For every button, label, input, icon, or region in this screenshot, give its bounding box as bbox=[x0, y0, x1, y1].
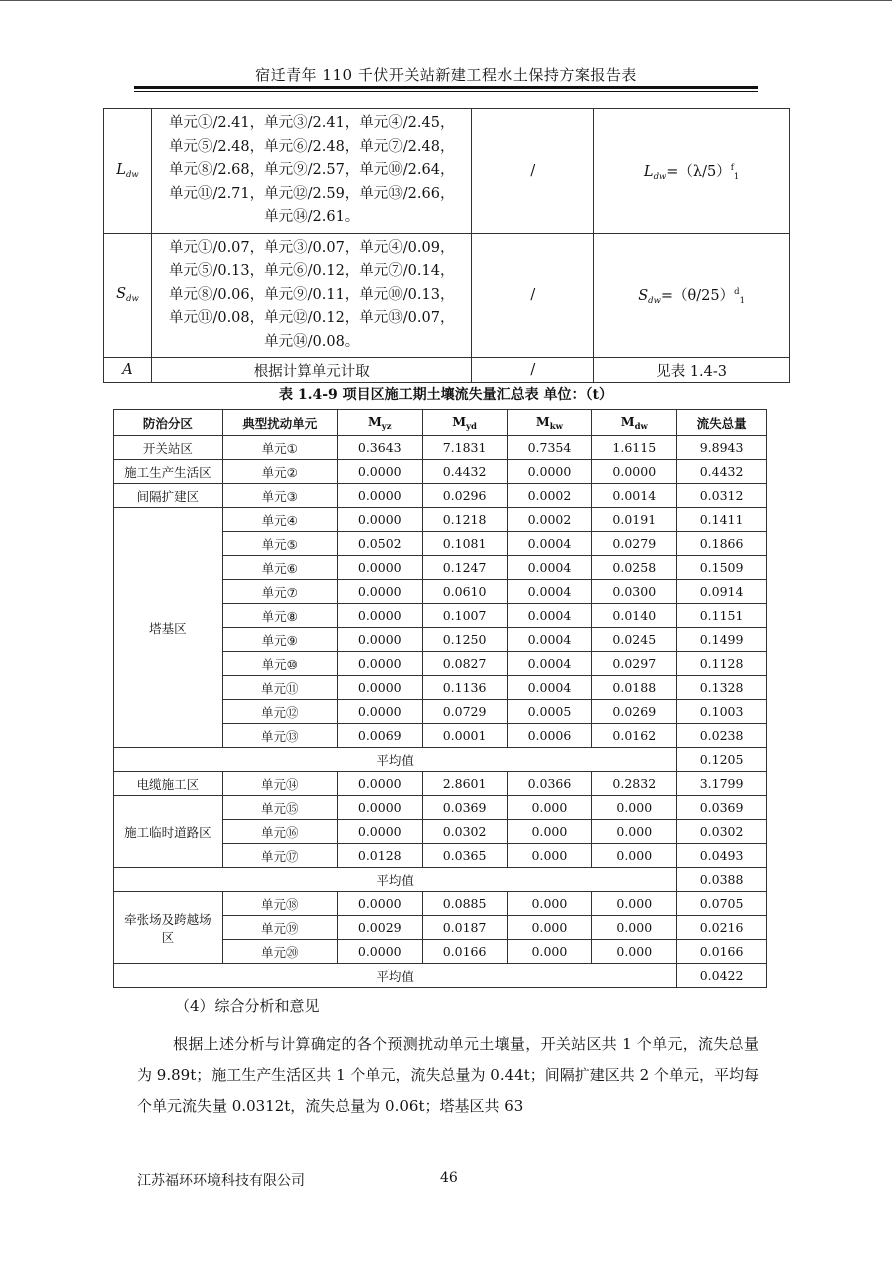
value-cell: 2.8601 bbox=[422, 772, 507, 796]
average-value: 0.0422 bbox=[677, 964, 767, 988]
value-cell: 0.0000 bbox=[337, 772, 422, 796]
table-row bbox=[114, 772, 767, 796]
value-cell: 0.3643 bbox=[337, 436, 422, 460]
param-symbol-sdw: $S_{dw}$ bbox=[104, 233, 152, 358]
value-cell: 0.000 bbox=[592, 820, 677, 844]
total-cell: 0.0705 bbox=[677, 892, 767, 916]
value-cell: 0.0002 bbox=[507, 508, 592, 532]
value-cell: 0.000 bbox=[592, 844, 677, 868]
value-cell: 0.0366 bbox=[507, 772, 592, 796]
total-cell: 0.0238 bbox=[677, 724, 767, 748]
param-row-a bbox=[104, 358, 790, 383]
total-cell: 0.1328 bbox=[677, 676, 767, 700]
value-cell: 0.000 bbox=[507, 916, 592, 940]
value-cell: 0.1247 bbox=[422, 556, 507, 580]
total-cell: 0.0216 bbox=[677, 916, 767, 940]
value-cell: 0.0000 bbox=[337, 484, 422, 508]
page-number: 46 bbox=[440, 1170, 458, 1186]
total-cell: 0.0302 bbox=[677, 820, 767, 844]
total-cell: 0.0369 bbox=[677, 796, 767, 820]
value-cell: 0.0269 bbox=[592, 700, 677, 724]
unit-cell: 单元⑮ bbox=[222, 796, 337, 820]
value-cell: 0.0166 bbox=[422, 940, 507, 964]
table-row bbox=[114, 460, 767, 484]
value-cell: 0.0000 bbox=[337, 796, 422, 820]
value-cell: 0.0300 bbox=[592, 580, 677, 604]
value-cell: 0.0004 bbox=[507, 580, 592, 604]
parameter-table bbox=[103, 108, 790, 383]
summary-body bbox=[114, 436, 767, 988]
value-cell: 0.1007 bbox=[422, 604, 507, 628]
total-cell: 3.1799 bbox=[677, 772, 767, 796]
header-mkw: $M_{kw}$ bbox=[507, 410, 592, 436]
unit-cell: 单元⑤ bbox=[222, 532, 337, 556]
page-top-border bbox=[0, 0, 892, 1]
average-row bbox=[114, 748, 767, 772]
param-mid-ldw: / bbox=[472, 109, 594, 234]
soil-loss-summary-table bbox=[113, 409, 767, 988]
table-row bbox=[114, 892, 767, 916]
value-cell: 7.1831 bbox=[422, 436, 507, 460]
total-cell: 0.0166 bbox=[677, 940, 767, 964]
unit-cell: 单元⑰ bbox=[222, 844, 337, 868]
header-myz: $M_{yz}$ bbox=[337, 410, 422, 436]
param-formula-sdw: $S_{dw}=(\theta/25)^d_1$ bbox=[594, 233, 790, 358]
unit-cell: 单元④ bbox=[222, 508, 337, 532]
page-header-title: 宿迁青年 110 千伏开关站新建工程水土保持方案报告表 bbox=[255, 66, 637, 84]
unit-cell: 单元⑫ bbox=[222, 700, 337, 724]
total-cell: 0.1003 bbox=[677, 700, 767, 724]
value-cell: 0.1081 bbox=[422, 532, 507, 556]
param-values-a: 根据计算单元计取 bbox=[151, 358, 472, 383]
param-mid-a: / bbox=[472, 358, 594, 383]
zone-cell: 施工生产生活区 bbox=[114, 460, 223, 484]
value-cell: 0.0002 bbox=[507, 484, 592, 508]
value-cell: 0.0245 bbox=[592, 628, 677, 652]
average-label: 平均值 bbox=[114, 964, 677, 988]
value-cell: 0.2832 bbox=[592, 772, 677, 796]
unit-cell: 单元⑨ bbox=[222, 628, 337, 652]
value-cell: 0.4432 bbox=[422, 460, 507, 484]
average-row bbox=[114, 868, 767, 892]
header-mdw: $M_{dw}$ bbox=[592, 410, 677, 436]
param-values-sdw: 单元①/0.07，单元③/0.07，单元④/0.09， 单元⑤/0.13，单元⑥/0.12，单元⑦/0.14， 单元⑧/0.06，单元⑨/0.11，单元⑩/0.13， 单元⑪/0.08，单元⑫/0.12，单元⑬/0.07， 单元⑭/0.08。 bbox=[151, 233, 472, 358]
header-unit: 典型扰动单元 bbox=[222, 410, 337, 436]
header-myd: $M_{yd}$ bbox=[422, 410, 507, 436]
value-cell: 0.0296 bbox=[422, 484, 507, 508]
average-value: 0.0388 bbox=[677, 868, 767, 892]
value-cell: 0.0000 bbox=[337, 820, 422, 844]
total-cell: 0.1128 bbox=[677, 652, 767, 676]
value-cell: 0.0000 bbox=[337, 628, 422, 652]
value-cell: 0.0188 bbox=[592, 676, 677, 700]
value-cell: 0.000 bbox=[507, 940, 592, 964]
value-cell: 0.7354 bbox=[507, 436, 592, 460]
total-cell: 9.8943 bbox=[677, 436, 767, 460]
param-symbol-a: A bbox=[104, 358, 152, 383]
unit-cell: 单元⑦ bbox=[222, 580, 337, 604]
unit-cell: 单元⑲ bbox=[222, 916, 337, 940]
param-symbol-ldw: $L_{dw}$ bbox=[104, 109, 152, 234]
value-cell: 0.0827 bbox=[422, 652, 507, 676]
value-cell: 0.0885 bbox=[422, 892, 507, 916]
value-cell: 0.0162 bbox=[592, 724, 677, 748]
value-cell: 0.0004 bbox=[507, 532, 592, 556]
average-row bbox=[114, 964, 767, 988]
value-cell: 0.0000 bbox=[337, 676, 422, 700]
value-cell: 0.0369 bbox=[422, 796, 507, 820]
value-cell: 0.0001 bbox=[422, 724, 507, 748]
value-cell: 0.0729 bbox=[422, 700, 507, 724]
footer-company: 江苏福环环境科技有限公司 bbox=[137, 1173, 305, 1189]
unit-cell: 单元① bbox=[222, 436, 337, 460]
unit-cell: 单元⑩ bbox=[222, 652, 337, 676]
zone-cell: 电缆施工区 bbox=[114, 772, 223, 796]
total-cell: 0.1866 bbox=[677, 532, 767, 556]
total-cell: 0.1151 bbox=[677, 604, 767, 628]
summary-header-row bbox=[114, 410, 767, 436]
value-cell: 0.0365 bbox=[422, 844, 507, 868]
unit-cell: 单元③ bbox=[222, 484, 337, 508]
table-caption: 表 1.4-9 项目区施工期土壤流失量汇总表 单位：（t） bbox=[279, 387, 613, 403]
value-cell: 0.0140 bbox=[592, 604, 677, 628]
header-zone: 防治分区 bbox=[114, 410, 223, 436]
total-cell: 0.1411 bbox=[677, 508, 767, 532]
value-cell: 0.0069 bbox=[337, 724, 422, 748]
value-cell: 0.000 bbox=[592, 940, 677, 964]
table-row bbox=[114, 796, 767, 820]
value-cell: 0.0006 bbox=[507, 724, 592, 748]
average-label: 平均值 bbox=[114, 748, 677, 772]
value-cell: 0.000 bbox=[507, 796, 592, 820]
value-cell: 0.0004 bbox=[507, 556, 592, 580]
header-rule-thick bbox=[134, 86, 758, 89]
value-cell: 0.0000 bbox=[337, 460, 422, 484]
value-cell: 0.0191 bbox=[592, 508, 677, 532]
value-cell: 0.000 bbox=[592, 916, 677, 940]
value-cell: 0.1218 bbox=[422, 508, 507, 532]
value-cell: 0.0004 bbox=[507, 628, 592, 652]
value-cell: 0.000 bbox=[507, 820, 592, 844]
value-cell: 0.1136 bbox=[422, 676, 507, 700]
value-cell: 0.000 bbox=[592, 796, 677, 820]
zone-cell: 施工临时道路区 bbox=[114, 796, 223, 868]
unit-cell: 单元⑭ bbox=[222, 772, 337, 796]
table-row bbox=[114, 484, 767, 508]
unit-cell: 单元⑬ bbox=[222, 724, 337, 748]
unit-cell: 单元⑪ bbox=[222, 676, 337, 700]
value-cell: 0.0000 bbox=[592, 460, 677, 484]
value-cell: 0.0187 bbox=[422, 916, 507, 940]
value-cell: 1.6115 bbox=[592, 436, 677, 460]
value-cell: 0.1250 bbox=[422, 628, 507, 652]
value-cell: 0.0014 bbox=[592, 484, 677, 508]
total-cell: 0.1509 bbox=[677, 556, 767, 580]
zone-cell: 开关站区 bbox=[114, 436, 223, 460]
value-cell: 0.0000 bbox=[337, 892, 422, 916]
average-label: 平均值 bbox=[114, 868, 677, 892]
value-cell: 0.0005 bbox=[507, 700, 592, 724]
zone-cell: 塔基区 bbox=[114, 508, 223, 748]
zone-cell: 间隔扩建区 bbox=[114, 484, 223, 508]
param-row-ldw bbox=[104, 109, 790, 234]
value-cell: 0.0004 bbox=[507, 676, 592, 700]
value-cell: 0.0000 bbox=[337, 580, 422, 604]
value-cell: 0.000 bbox=[507, 844, 592, 868]
unit-cell: 单元⑯ bbox=[222, 820, 337, 844]
value-cell: 0.0000 bbox=[337, 556, 422, 580]
value-cell: 0.0000 bbox=[337, 604, 422, 628]
value-cell: 0.0000 bbox=[337, 652, 422, 676]
param-row-sdw bbox=[104, 233, 790, 358]
value-cell: 0.000 bbox=[507, 892, 592, 916]
unit-cell: 单元⑱ bbox=[222, 892, 337, 916]
param-formula-a: 见表 1.4-3 bbox=[594, 358, 790, 383]
header-total: 流失总量 bbox=[677, 410, 767, 436]
value-cell: 0.0000 bbox=[337, 940, 422, 964]
value-cell: 0.0128 bbox=[337, 844, 422, 868]
value-cell: 0.0000 bbox=[337, 700, 422, 724]
zone-cell: 牵张场及跨越场区 bbox=[114, 892, 223, 964]
param-values-ldw: 单元①/2.41，单元③/2.41，单元④/2.45， 单元⑤/2.48，单元⑥/2.48，单元⑦/2.48， 单元⑧/2.68，单元⑨/2.57，单元⑩/2.64， 单元⑪/2.71，单元⑫/2.59，单元⑬/2.66， 单元⑭/2.61。 bbox=[151, 109, 472, 234]
table-row bbox=[114, 508, 767, 532]
total-cell: 0.0914 bbox=[677, 580, 767, 604]
value-cell: 0.0000 bbox=[337, 508, 422, 532]
value-cell: 0.0610 bbox=[422, 580, 507, 604]
average-value: 0.1205 bbox=[677, 748, 767, 772]
unit-cell: 单元⑥ bbox=[222, 556, 337, 580]
value-cell: 0.0297 bbox=[592, 652, 677, 676]
value-cell: 0.0004 bbox=[507, 604, 592, 628]
value-cell: 0.0302 bbox=[422, 820, 507, 844]
unit-cell: 单元② bbox=[222, 460, 337, 484]
header-rule-thin bbox=[134, 91, 758, 92]
unit-cell: 单元⑳ bbox=[222, 940, 337, 964]
total-cell: 0.0493 bbox=[677, 844, 767, 868]
section-heading: （4）综合分析和意见 bbox=[175, 997, 320, 1015]
param-formula-ldw: $L_{dw}=(\lambda/5)^f_1$ bbox=[594, 109, 790, 234]
table-row bbox=[114, 436, 767, 460]
value-cell: 0.0279 bbox=[592, 532, 677, 556]
unit-cell: 单元⑧ bbox=[222, 604, 337, 628]
param-mid-sdw: / bbox=[472, 233, 594, 358]
total-cell: 0.4432 bbox=[677, 460, 767, 484]
value-cell: 0.0000 bbox=[507, 460, 592, 484]
value-cell: 0.000 bbox=[592, 892, 677, 916]
value-cell: 0.0004 bbox=[507, 652, 592, 676]
total-cell: 0.0312 bbox=[677, 484, 767, 508]
total-cell: 0.1499 bbox=[677, 628, 767, 652]
value-cell: 0.0029 bbox=[337, 916, 422, 940]
value-cell: 0.0502 bbox=[337, 532, 422, 556]
value-cell: 0.0258 bbox=[592, 556, 677, 580]
analysis-paragraph: 根据上述分析与计算确定的各个预测扰动单元土壤量，开关站区共 1 个单元，流失总量为 9.89t；施工生产生活区共 1 个单元，流失总量为 0.44t；间隔扩建区共 2 个单元，平均每个单元流失量 0.0312t，流失总量为 0.06t；塔基区共 63 bbox=[137, 1035, 759, 1115]
